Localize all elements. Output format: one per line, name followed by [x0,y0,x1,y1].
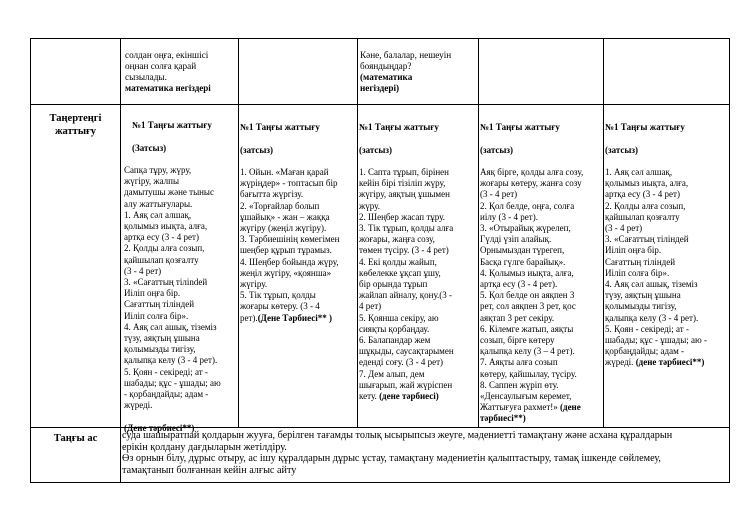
col-divider-4 [478,38,479,427]
table-border-bottom [30,482,730,483]
friday-body-text: 1. Аяқ сәл алшақ, қолымыз иықта, алға, артқа есу (3 - 4 рет) 2. Қолды алға созып, қайшылап қозғалту (3 - 4 рет) 3. «Сағаттың тіліндей Иіліп оңға бір. Сағаттың тіліндей Иіліп солға бір». 4. Аяқ сәл ашық, тіземіз түзу, аяқтың ұшына қолымызды тигізу, қалыпқа келу (3 - 4 рет). 5. Қоян - секіреді; ат - шабады; құс - ұшады; аю - қорбаңдайды; адам - жүреді. [605,167,708,368]
morning-tuesday-cell [240,111,356,335]
friday-note: (дене тәрбиесі**) [635,357,705,368]
top-row-col2-body: солдан оңға, екіншісі оңнан солға қарай сызылады. [125,50,209,83]
breakfast-label: Таңғы ас [53,433,98,444]
wednesday-title: №1 Таңғы жаттығу [359,122,439,133]
friday-title: №1 Таңғы жаттығу [605,122,685,133]
morning-thursday-cell [480,111,602,436]
morning-friday-cell [605,111,728,380]
col-divider-5 [603,38,604,427]
top-row-col2-note: математика негіздері [125,83,211,94]
tuesday-body-text: 1. Ойын. «Маған қарай жүріңдер» - топтасып бір бағытта жүргізу. 2. «Торғайлар болып ұшайық» - жан – жаққа жүгіру (жеңіл жүгіру). 3. Тәрбиешінің көмегімен шеңбер құрып тұрамыз. 4. Шеңбер бойында жүру, жеңіл жүгіру, «қояншa» жүгіру. 5. Тік тұрып, қолды жоғары көтеру. (3 - 4 рет). [240,167,340,323]
table-border-left [30,38,31,482]
monday-title: №1 Таңғы жаттығу [132,120,212,131]
tuesday-title: №1 Таңғы жаттығу [240,122,320,133]
col-divider-3 [357,38,358,427]
thursday-body-text: Аяқ бірге, қолды алға созу, жоғары көтеру, жанға созу (3 - 4 рет) 2. Қол белде, оңға, солға иілу (3 - 4 рет). 3. «Отырайық жүрелеп, Гүлді үзіп алайық. Орнымыздан түрегеп, Басқа гүлге барайық». 4. Қолымыз иықта, алға, артқа есу (3 - 4 рет). 5. Қол белде он аяқпен 3 рет, сол аяқпен 3 рет, қос аяқтап 3 рет секіру. 6. Кілемге жатып, аяқты созып, бірге көтеру қалыпқа келу (3 – 4 рет). 7. Аяқты алға созып көтеру, қайшылау, түсіру. 8. Саппен жүріп өту. «Денсаулығым керемет, Жаттығуға рахмет!» [480,167,584,413]
tuesday-subtitle: (затсыз) [240,144,274,155]
top-row-col2-text [125,39,237,106]
thursday-note: (дене тәрбиесі**) [480,402,581,424]
top-row-col4-text [360,39,477,94]
table-border-right [729,38,730,482]
col-divider-2 [238,38,239,427]
thursday-title: №1 Таңғы жаттығу [480,122,560,133]
top-row-col4-note: (математика негіздері) [360,72,413,94]
friday-body [605,167,728,369]
monday-subtitle: (Затсыз) [132,142,167,153]
morning-monday-cell [124,109,237,445]
col-divider-1 [120,38,121,482]
friday-subtitle: (затсыз) [605,144,639,155]
tuesday-body [240,167,356,324]
thursday-subtitle: (затсыз) [480,144,514,155]
morning-exercise-label: Таңертеңгі жаттығу [49,113,102,137]
wednesday-note: (дене тәрбиесі) [379,391,439,402]
tuesday-note: (Дене Тәрбиесі** ) [257,312,332,323]
top-row-col4-body: Кәне, балалар, нешеуін бояндыңдар? [360,50,452,72]
wednesday-body [359,167,477,402]
morning-wednesday-cell [359,111,477,413]
thursday-body [480,167,602,425]
wednesday-subtitle: (затсыз) [359,144,393,155]
breakfast-text: суда шашыратпай қолдарын жууға, берілген тағамды толық ысырыпсыз жеуге, мәдениетті тамақтану және асхана құралдарын ерікін қолдану дағдыларын жетілдіру. Өз орнын білу, дұрыс отыру, ас ішу құралдарын дұрыс ұстау, тамақтану мәдениетін қалыптастыру, тамақ ішкенде сөйлемеу, тамақтанып болғаннан кейін алғыс айту [122,430,673,476]
monday-note: (Дене тәрбиесі**) [124,422,195,433]
monday-body: Сапқа тұру, жүру, жүгіру, жалпы дамытушы және тыныс алу жаттығулары. 1. Аяқ сәл алшақ, қолымыз иықта, алға, артқа есу (3 - 4 рет) 2. Қолды алға созып, қайшылап қозғалту (3 - 4 рет) 3. «Сағаттың тілindeй Иіліп оңға бір. Сағаттың тіліндей Иіліп солға бір». 4. Аяқ сәл ашық, тіземіз түзу, аяқтың ұшына қолымызды тигізу, қалыпқа келу (3 - 4 рет). 5. Қоян - секіреді; ат - шабады; құс - ұшады; аю - қорбаңдайды; адам - жүреді. [124,165,221,411]
wednesday-body-text: 1. Сапта тұрып, бірінен кейін бірі тізіліп жүру, жүгіру, аяқтың ұшымен жүру. 2. Шеңбер жасап тұру. 3. Тік тұрып, қолды алға жоғары, жаңға созу, төмен түсіру. (3 - 4 рет) 4. Екі қолды жайып, көбелекке ұқсап ұшу, бір орында тұрып жайлап айналу, қону.(3 - 4 рет) 5. Қоянша секіру, аю сияқты қорбаңдау. 6. Балапандар жем шұқыды, саусақтарымен еденді соғу. (3 - 4 рет) 7. Дем алып, дем шығарып, жай жүріспен кету. [359,167,454,402]
